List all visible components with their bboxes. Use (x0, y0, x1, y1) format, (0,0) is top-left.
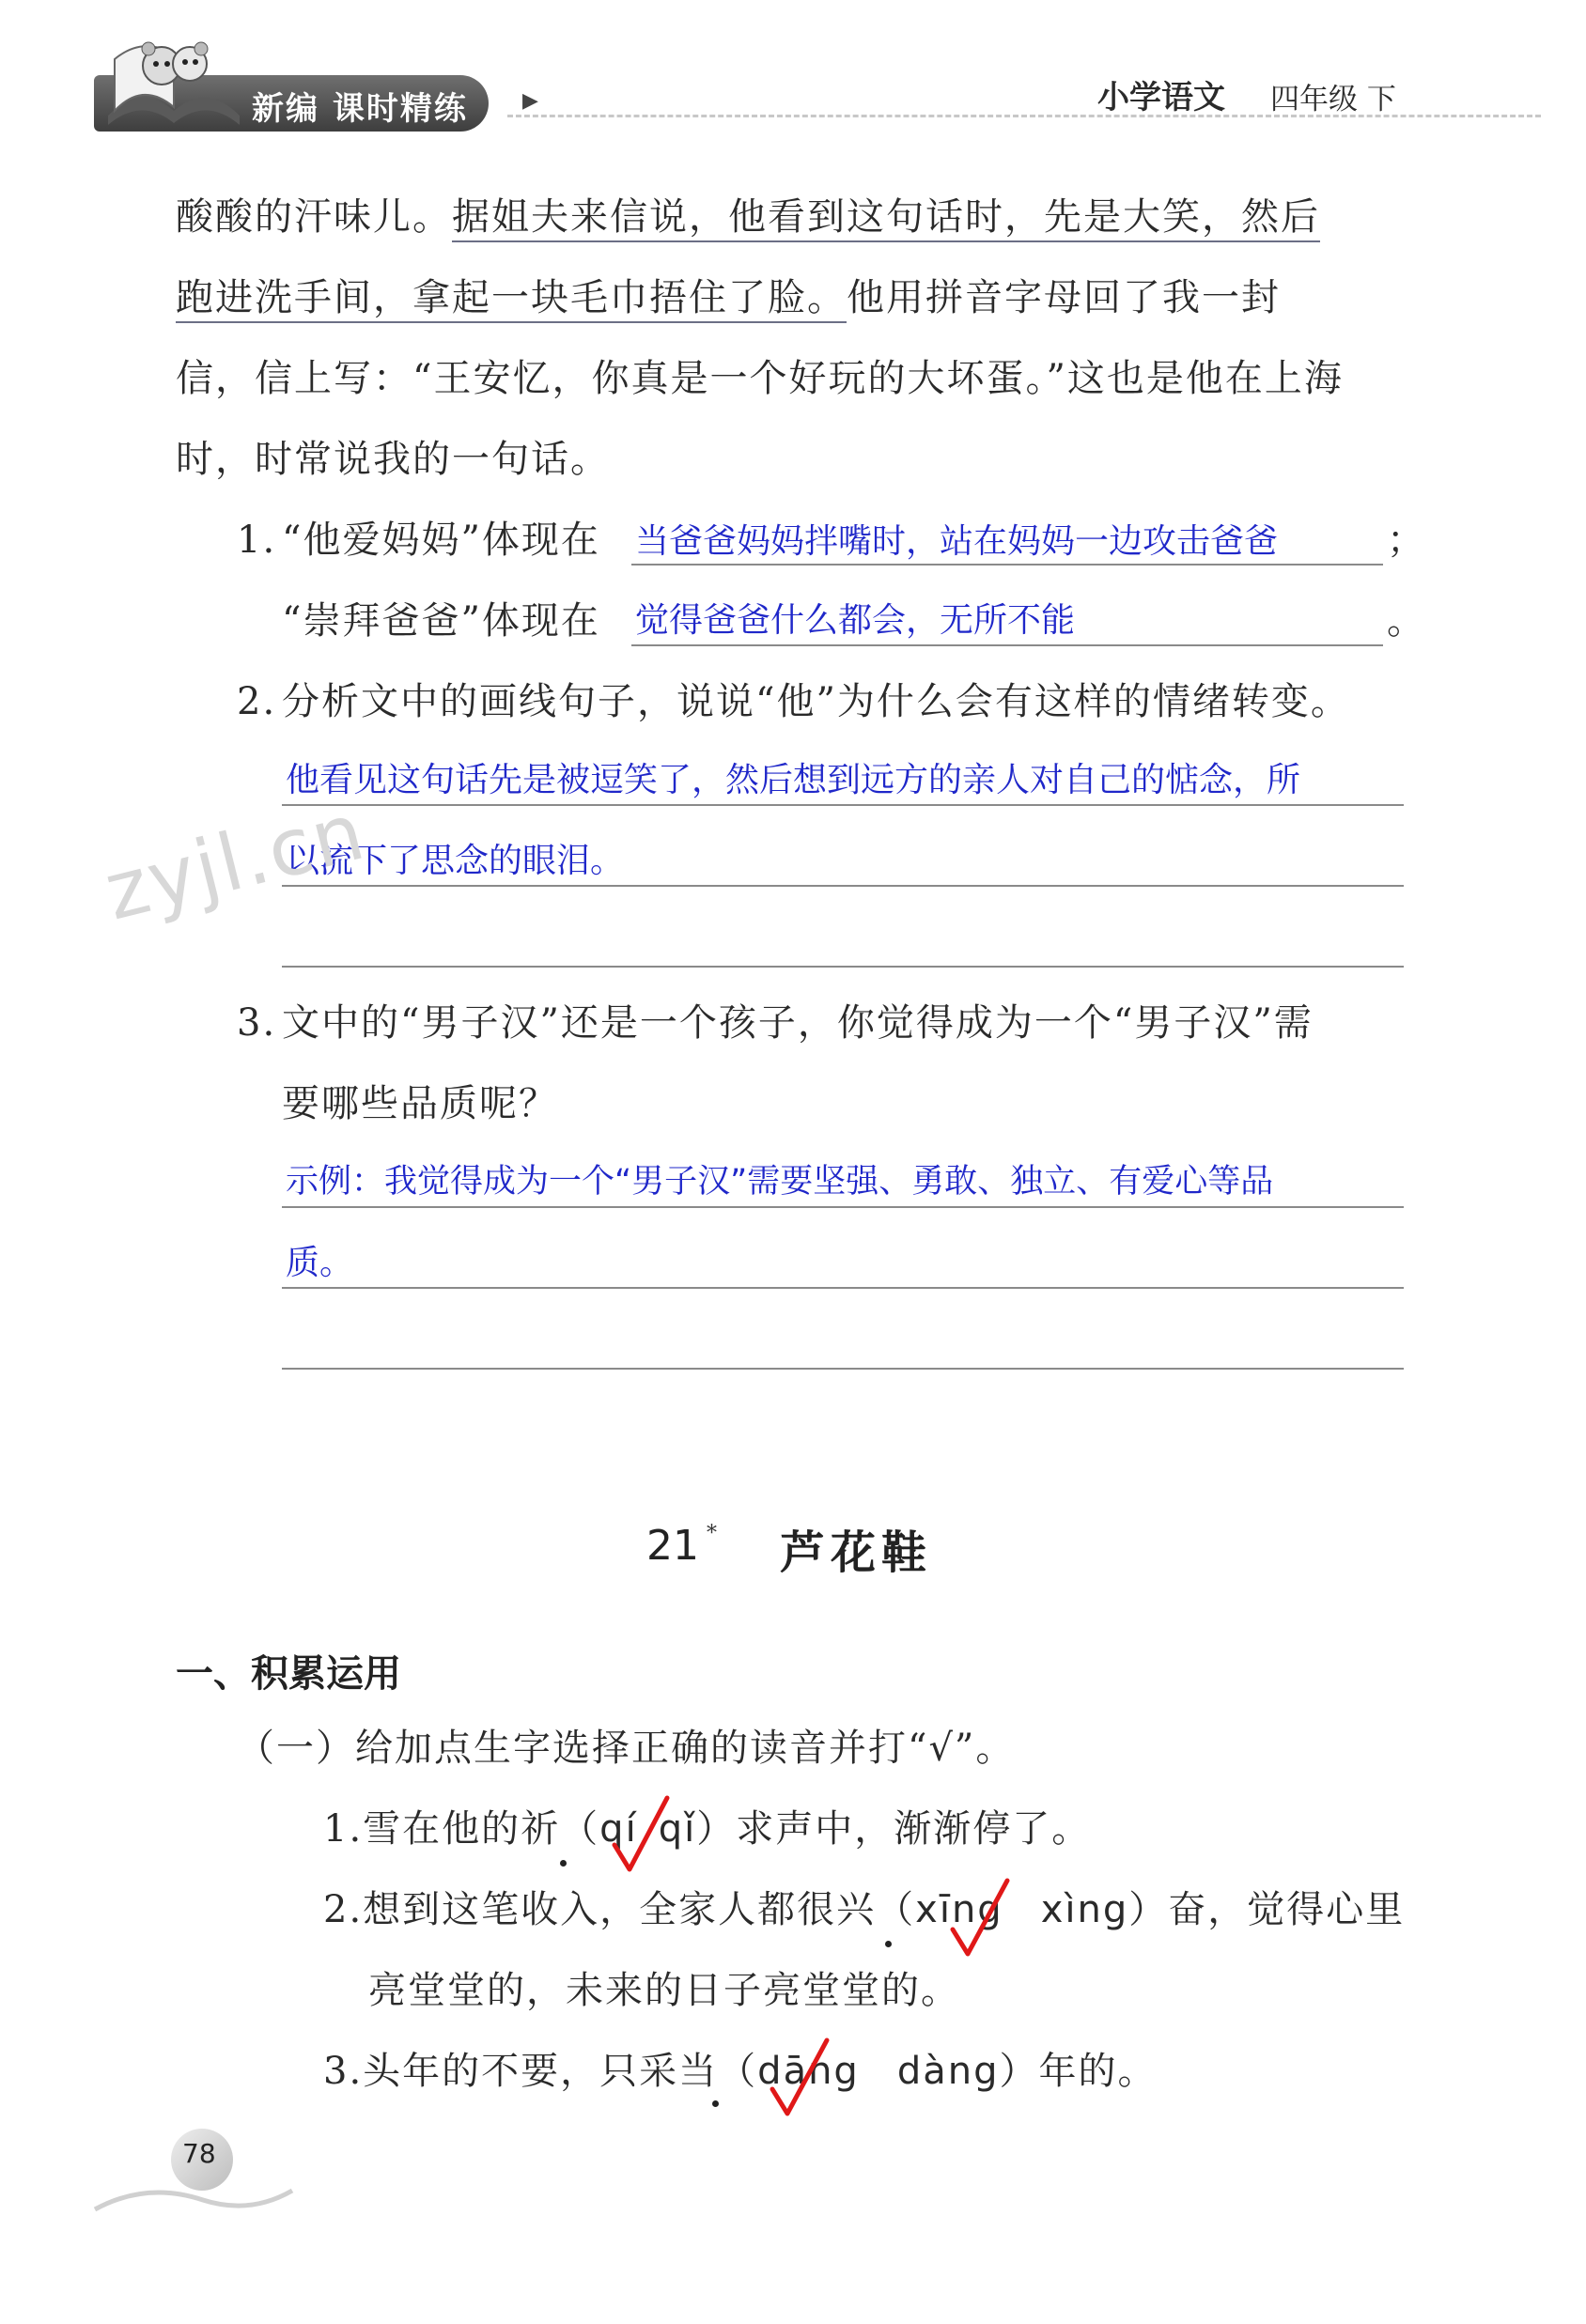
q1-end-b: 。 (1387, 599, 1426, 643)
answer-line (282, 804, 1404, 806)
q3-number: 3. (237, 1001, 277, 1045)
lesson-number: 21 (646, 1522, 699, 1570)
paren-open: （ (876, 1888, 916, 1931)
item-text: 想到这笔收入，全家人都很 (363, 1888, 837, 1931)
passage-line-3: 信，信上写：“王安忆，你真是一个好玩的大坏蛋。”这也是他在上海 (176, 357, 1344, 400)
item-text: 奋，觉得心里 (1168, 1888, 1406, 1931)
item-2 (323, 1886, 1405, 1933)
answer-line (631, 564, 1383, 566)
q1-number: 1. (237, 519, 277, 562)
paren-close: ） (696, 1807, 737, 1851)
grade-label: 四年级 下 (1270, 83, 1396, 116)
item-number: 2. (323, 1888, 364, 1931)
passage-text: 他用拼音字母回了我一封 (847, 276, 1281, 319)
underlined-sentence: 跑进洗手间，拿起一块毛巾捂住了脸。 (176, 276, 847, 323)
brand-arrow-icon: ▶ (522, 89, 538, 113)
q3-text-line-1: 文中的“男子汉”还是一个孩子，你觉得成为一个“男子汉”需 (282, 1001, 1314, 1045)
answer-line (282, 1206, 1404, 1208)
q1-answer-a: 当爸爸妈妈拌嘴时，站在妈妈一边攻击爸爸 (635, 522, 1279, 561)
lesson-title: 芦花鞋 (780, 1526, 933, 1579)
emphasis-dot (712, 2100, 719, 2107)
pinyin-option-1[interactable]: qí (599, 1807, 638, 1851)
paren-close: ） (999, 2050, 1039, 2093)
watermark: zyjl.cn (96, 784, 375, 938)
subject-label: 小学语文 (1097, 79, 1225, 116)
passage-line-1 (176, 194, 1320, 240)
item-3 (323, 2048, 1157, 2095)
paren-open: （ (718, 2050, 758, 2093)
q3-answer-line-2: 质。 (286, 1244, 354, 1282)
check-mark-icon (609, 1792, 675, 1877)
answer-line (282, 966, 1404, 968)
section-subtitle: （一）给加点生字选择正确的读音并打“√”。 (237, 1727, 1016, 1770)
check-mark-icon (947, 1875, 1015, 1961)
answer-line (631, 644, 1383, 646)
q1-answer-b: 觉得爸爸什么都会，无所不能 (635, 601, 1076, 640)
underlined-sentence: 据姐夫来信说，他看到这句话时，先是大笑，然后 (452, 195, 1320, 242)
q2-text: 分析文中的画线句子，说说“他”为什么会有这样的情绪转变。 (282, 680, 1350, 723)
item-text: 头年的不要，只采 (363, 2050, 679, 2093)
header-dotted-divider (507, 115, 1541, 117)
pinyin-option-2[interactable]: xìng (1040, 1888, 1129, 1931)
q1-prefix-b: “崇拜爸爸”体现在 (282, 599, 600, 643)
passage-line-2 (176, 274, 1281, 321)
q1-end-a: ； (1387, 519, 1426, 562)
paren-open: （ (560, 1807, 600, 1851)
item-number: 1. (323, 1807, 364, 1851)
item-number: 3. (323, 2050, 364, 2093)
q2-answer-line-1: 他看见这句话先是被逗笑了，然后想到远方的亲人对自己的惦念，所 (286, 761, 1301, 799)
item-1 (323, 1805, 1091, 1852)
pinyin-option-2[interactable]: dàng (896, 2050, 1000, 2093)
check-mark-icon (767, 2035, 834, 2121)
answer-line (282, 885, 1404, 887)
q2-answer-line-2: 以流下了思念的眼泪。 (286, 842, 625, 880)
item-2-continuation: 亮堂堂的，未来的日子亮堂堂的。 (368, 1969, 960, 2012)
section-title: 一、积累运用 (176, 1652, 401, 1696)
dotted-char: 兴 (836, 1888, 877, 1931)
passage-line-4: 时，时常说我的一句话。 (176, 438, 610, 481)
q1-prefix-a: “他爱妈妈”体现在 (282, 519, 600, 562)
pinyin-option-1[interactable]: dāng (757, 2050, 860, 2093)
answer-line (282, 1368, 1404, 1370)
item-text: 雪在他的 (363, 1807, 521, 1851)
item-text: 年的。 (1038, 2050, 1158, 2093)
dotted-char: 祈 (521, 1807, 561, 1851)
paren-close: ） (1128, 1888, 1169, 1931)
dotted-char: 当 (678, 2050, 719, 2093)
q2-number: 2. (237, 680, 277, 723)
passage-text: 酸酸的汗味儿。 (176, 195, 452, 239)
header-mascot-icon (103, 26, 244, 130)
lesson-star: * (707, 1522, 717, 1545)
page-number: 78 (182, 2138, 216, 2169)
pinyin-option-1[interactable]: xīng (915, 1888, 1003, 1931)
item-text: 求声中，渐渐停了。 (736, 1807, 1092, 1851)
emphasis-dot (560, 1860, 567, 1867)
pinyin-option-2[interactable]: qǐ (658, 1807, 697, 1851)
brand-title: 新编 课时精练 (252, 90, 468, 128)
emphasis-dot (885, 1941, 892, 1947)
q3-answer-line-1: 示例：我觉得成为一个“男子汉”需要坚强、勇敢、独立、有爱心等品 (286, 1163, 1274, 1201)
answer-line (282, 1287, 1404, 1289)
q3-text-line-2: 要哪些品质呢？ (282, 1082, 558, 1125)
